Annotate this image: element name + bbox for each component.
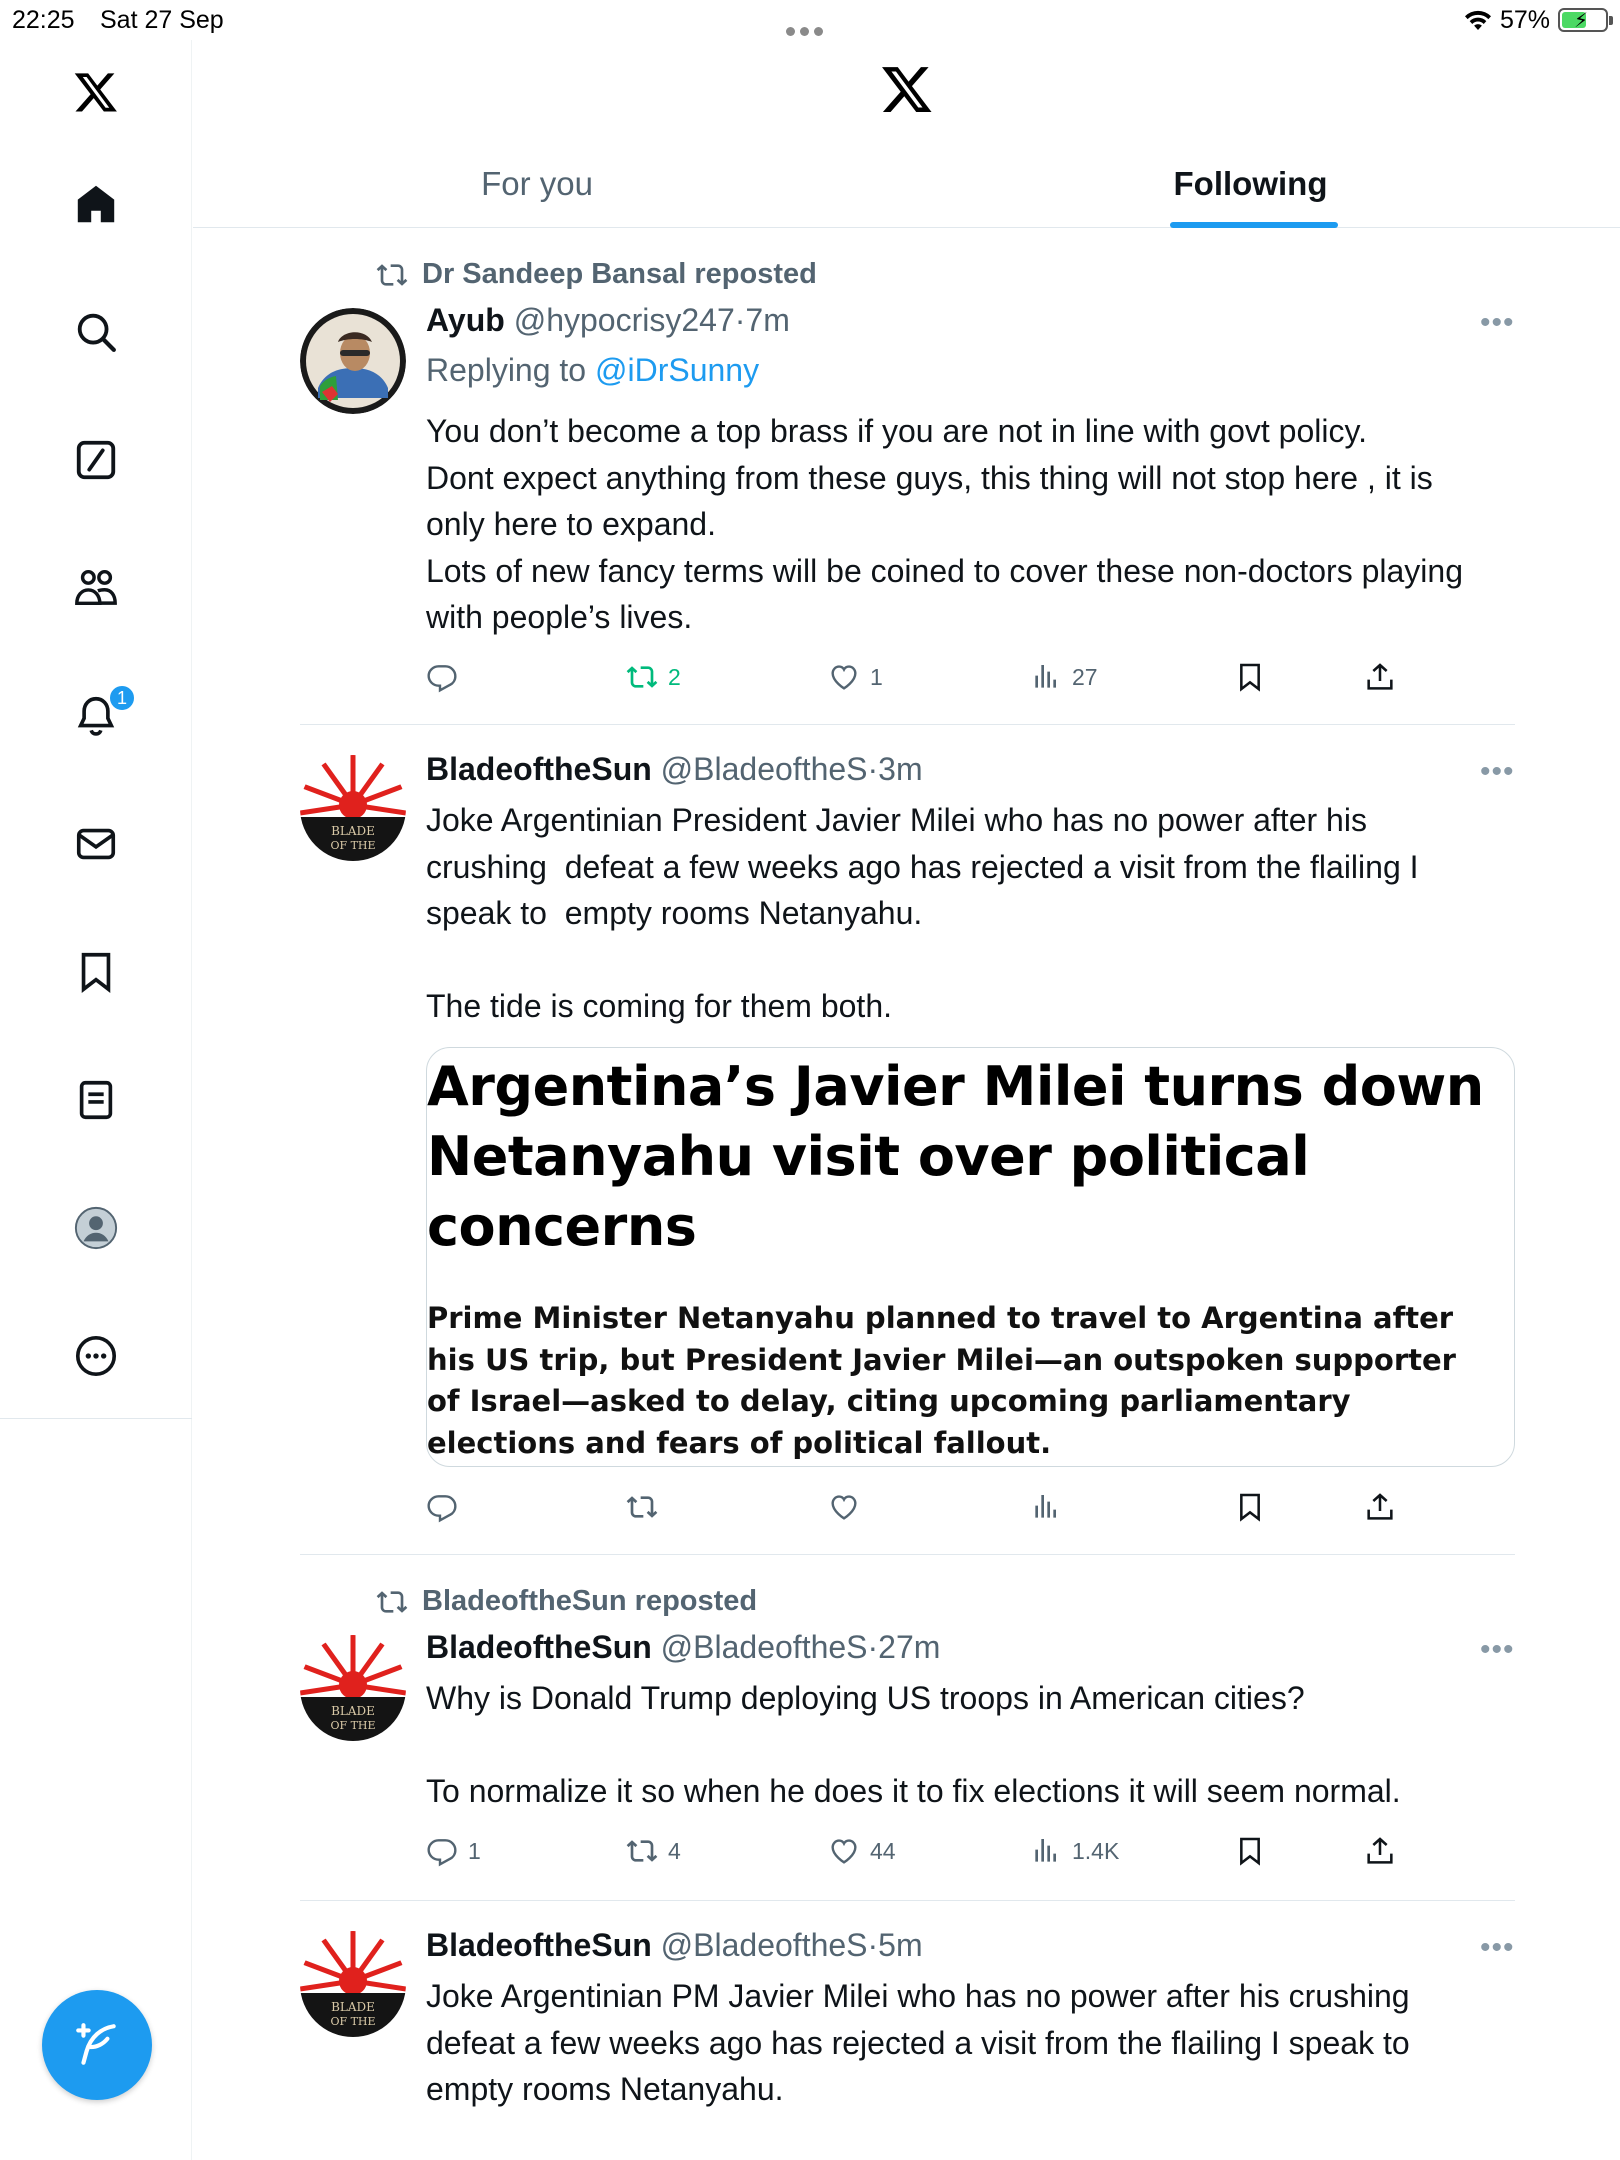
tweet-text: You don’t become a top brass if you are not in line with govt policy. Dont expect anything from these guys, this thing will not stop here , it is only here to expand. Lots of new fancy terms will be coined to cover these non-doctors playing with people’s lives.	[426, 413, 1463, 635]
mention-link[interactable]: @iDrSunny	[594, 352, 760, 388]
like-button[interactable]	[828, 657, 883, 697]
bookmark-icon	[1234, 1835, 1266, 1867]
reply-button[interactable]	[426, 657, 468, 697]
reply-icon	[426, 1835, 458, 1867]
reply-icon	[426, 1491, 458, 1523]
repost-button[interactable]	[626, 1831, 681, 1871]
heart-icon	[828, 1835, 860, 1867]
share-icon	[1364, 1835, 1396, 1867]
tweet-header	[426, 1927, 923, 1964]
author-handle[interactable]: @hypocrisy247	[513, 302, 735, 338]
avatar[interactable]	[300, 308, 406, 414]
views-icon	[1030, 1835, 1062, 1867]
tweet-text: Why is Donald Trump deploying US troops in American cities? To normalize it so when he does it to fix elections it will seem normal.	[426, 1680, 1401, 1809]
share-button[interactable]	[1364, 1487, 1406, 1527]
svg-text:BLADE: BLADE	[331, 824, 375, 838]
svg-text:OF THE: OF THE	[330, 1719, 376, 1732]
replying-to-label: Replying to	[426, 352, 595, 388]
views-button[interactable]	[1030, 1831, 1119, 1871]
communities-icon[interactable]	[66, 558, 126, 618]
repost-label: Dr Sandeep Bansal reposted	[422, 258, 817, 290]
wifi-icon	[1462, 6, 1494, 32]
card-summary: Prime Minister Netanyahu planned to travel to Argentina after his US trip, but President Javier Milei—an outspoken supporter of Israel—asked to delay, citing upcoming parliamentary elections and fears of political fallout.	[427, 1301, 1456, 1460]
x-logo-icon[interactable]	[66, 62, 126, 122]
author-handle[interactable]: @BladeoftheS	[660, 751, 868, 787]
dot-separator: ·	[867, 1927, 879, 1963]
tweet[interactable]	[300, 1901, 1515, 2160]
view-count: 1.4K	[1072, 1837, 1120, 1864]
messages-icon[interactable]	[66, 814, 126, 874]
svg-text:OF THE: OF THE	[330, 2015, 376, 2028]
timestamp[interactable]: 3m	[878, 751, 923, 787]
tweet[interactable]	[300, 725, 1515, 1555]
notifications-badge: 1	[108, 684, 136, 712]
svg-text:BLADE: BLADE	[331, 1704, 375, 1718]
share-icon	[1364, 661, 1396, 693]
repost-icon	[376, 259, 408, 291]
like-count: 1	[870, 663, 883, 690]
timestamp[interactable]: 5m	[878, 1927, 923, 1963]
compose-post-button[interactable]	[42, 1990, 152, 2100]
reply-button[interactable]	[426, 1831, 481, 1871]
compose-post-icon	[72, 2020, 122, 2070]
more-options-icon[interactable]: •••	[1480, 1931, 1515, 1964]
repost-indicator	[376, 258, 817, 291]
status-date: Sat 27 Sep	[100, 6, 224, 34]
tweet-header	[426, 1629, 940, 1666]
heart-icon	[828, 661, 860, 693]
views-icon	[1030, 661, 1062, 693]
repost-indicator	[376, 1585, 757, 1618]
tweet-actions	[426, 1831, 1426, 1871]
timestamp[interactable]: 27m	[878, 1629, 941, 1665]
repost-icon	[626, 661, 658, 693]
more-options-icon[interactable]: •••	[1480, 306, 1515, 339]
battery-percent: 57%	[1500, 6, 1551, 34]
author-handle[interactable]: @BladeoftheS	[660, 1629, 868, 1665]
reply-count: 1	[468, 1837, 481, 1864]
share-button[interactable]	[1364, 657, 1406, 697]
image-card[interactable]	[426, 1047, 1515, 1467]
bookmark-button[interactable]	[1234, 1487, 1276, 1527]
grok-icon[interactable]	[66, 430, 126, 490]
lists-icon[interactable]	[66, 1070, 126, 1130]
tab-for-you[interactable]: For you	[481, 165, 593, 202]
repost-button[interactable]	[626, 1487, 668, 1527]
author-name[interactable]: Ayub	[426, 302, 505, 338]
more-options-icon[interactable]: •••	[1480, 755, 1515, 788]
timeline-tabs	[193, 140, 1620, 228]
author-name[interactable]: BladeoftheSun	[426, 1927, 652, 1963]
share-button[interactable]	[1364, 1831, 1406, 1871]
avatar[interactable]	[300, 1931, 406, 2037]
share-icon	[1364, 1491, 1396, 1523]
repost-button[interactable]	[626, 657, 681, 697]
active-tab-indicator	[1170, 222, 1338, 228]
author-name[interactable]: BladeoftheSun	[426, 1629, 652, 1665]
status-bar	[0, 0, 1620, 40]
repost-icon	[626, 1835, 658, 1867]
like-count: 44	[870, 1837, 896, 1864]
dot-separator: ·	[867, 1629, 879, 1665]
repost-label: BladeoftheSun reposted	[422, 1585, 758, 1617]
repost-icon	[376, 1586, 408, 1618]
more-icon[interactable]	[66, 1326, 126, 1386]
tweet[interactable]	[300, 1555, 1515, 1900]
repost-count: 2	[668, 663, 681, 690]
tweet-actions	[426, 657, 1426, 697]
tweet-actions	[426, 1487, 1426, 1527]
replying-to	[426, 352, 759, 389]
x-logo-icon[interactable]	[880, 62, 934, 116]
side-navigation	[0, 40, 192, 2160]
like-button[interactable]	[828, 1487, 870, 1527]
heart-icon	[828, 1491, 860, 1523]
avatar[interactable]	[300, 1635, 406, 1741]
tweet-header	[426, 302, 790, 339]
sidebar-divider	[0, 1418, 192, 1419]
author-name[interactable]: BladeoftheSun	[426, 751, 652, 787]
tweet[interactable]	[300, 250, 1515, 700]
bookmark-button[interactable]	[1234, 657, 1276, 697]
tweet-text: Joke Argentinian President Javier Milei who has no power after his crushing defeat a few weeks ago has rejected a visit from the flailing I speak to empty rooms Netanyahu. The tide is coming for them both.	[426, 802, 1419, 1024]
repost-count: 4	[668, 1837, 681, 1864]
card-headline: Argentina’s Javier Milei turns down Netanyahu visit over political concerns	[427, 1055, 1484, 1258]
reply-button[interactable]	[426, 1487, 468, 1527]
dot-separator: ·	[867, 751, 879, 787]
reply-icon	[426, 661, 458, 693]
bookmark-icon	[1234, 1491, 1266, 1523]
bookmark-button[interactable]	[1234, 1831, 1276, 1871]
svg-text:OF THE: OF THE	[330, 839, 376, 852]
view-count: 27	[1072, 663, 1098, 690]
home-icon[interactable]	[66, 174, 126, 234]
dot-separator: ·	[734, 302, 746, 338]
views-button[interactable]	[1030, 657, 1098, 697]
author-handle[interactable]: @BladeoftheS	[660, 1927, 868, 1963]
tweet-text: Joke Argentinian PM Javier Milei who has no power after his crushing defeat a few weeks ago has rejected a visit from the flailing I speak to empty rooms Netanyahu.	[426, 1978, 1419, 2107]
avatar[interactable]	[300, 755, 406, 861]
notifications-icon[interactable]	[66, 686, 126, 746]
search-icon[interactable]	[66, 302, 126, 362]
views-icon	[1030, 1491, 1062, 1523]
timestamp[interactable]: 7m	[745, 302, 790, 338]
profile-icon[interactable]	[66, 1198, 126, 1258]
views-button[interactable]	[1030, 1487, 1072, 1527]
bookmark-icon	[1234, 661, 1266, 693]
like-button[interactable]	[828, 1831, 896, 1871]
multitasking-dots-icon[interactable]	[786, 14, 832, 26]
battery-icon: ⚡	[1558, 8, 1608, 32]
tab-following[interactable]: Following	[1173, 165, 1328, 202]
more-options-icon[interactable]: •••	[1480, 1633, 1515, 1666]
svg-text:BLADE: BLADE	[331, 2000, 375, 2014]
tweet-header	[426, 751, 923, 788]
status-time: 22:25	[12, 6, 75, 34]
bookmarks-icon[interactable]	[66, 942, 126, 1002]
repost-icon	[626, 1491, 658, 1523]
